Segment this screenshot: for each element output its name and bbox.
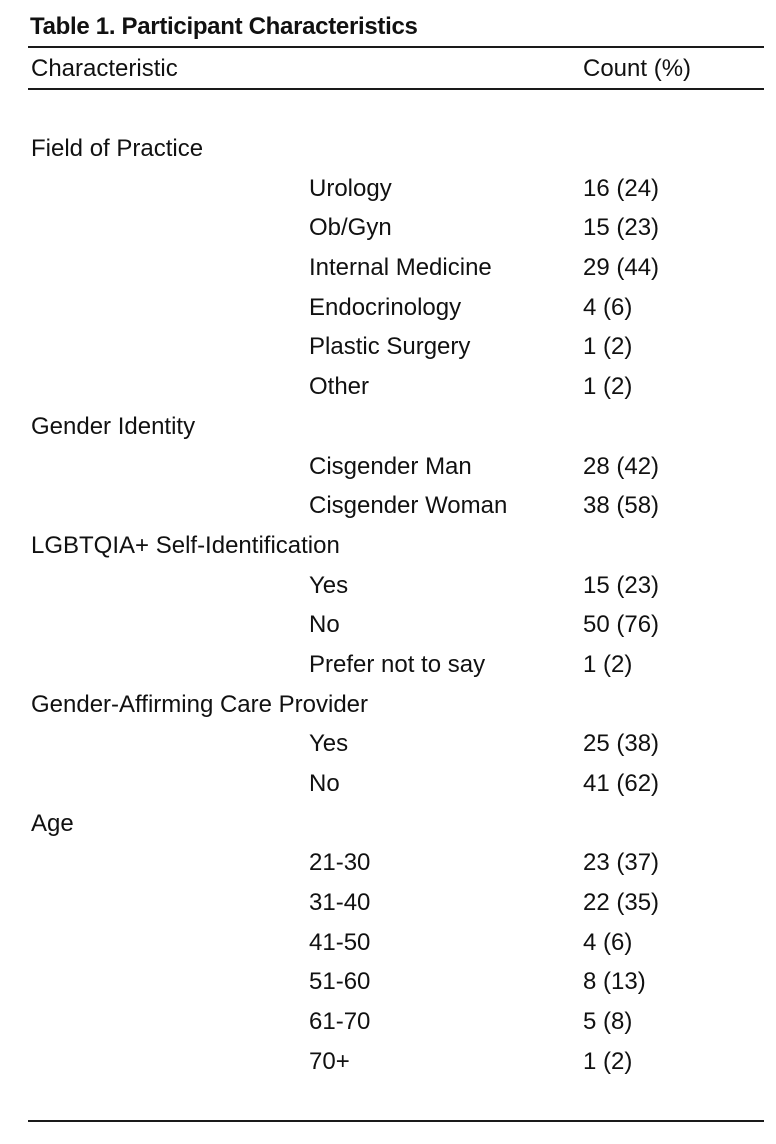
item-label: 70+ [309, 1047, 350, 1075]
table-row [0, 290, 776, 330]
table-row [0, 766, 776, 806]
table-row [0, 449, 776, 489]
item-label: 61-70 [309, 1008, 371, 1036]
item-count: 4 (6) [583, 293, 633, 321]
table-row [0, 369, 776, 409]
item-count: 15 (23) [583, 214, 660, 242]
header-characteristic: Characteristic [31, 55, 178, 82]
item-count: 23 (37) [583, 849, 660, 877]
item-count: 16 (24) [583, 174, 660, 202]
item-label: Other [309, 373, 370, 401]
header-count: Count (%) [583, 55, 692, 82]
bottom-rule [28, 1120, 764, 1122]
item-label: 41-50 [309, 928, 371, 956]
item-count: 22 (35) [583, 889, 660, 917]
item-count: 1 (2) [583, 373, 633, 401]
table-row [0, 568, 776, 608]
section-label: Gender-Affirming Care Provider [31, 690, 369, 718]
item-label: Ob/Gyn [309, 214, 392, 242]
item-count: 29 (44) [583, 254, 660, 282]
table-row [0, 845, 776, 885]
table-row [0, 726, 776, 766]
item-label: Yes [309, 571, 349, 599]
item-count: 1 (2) [583, 1047, 633, 1075]
item-count: 15 (23) [583, 571, 660, 599]
item-label: Cisgender Woman [309, 492, 508, 520]
item-label: 31-40 [309, 889, 371, 917]
item-count: 41 (62) [583, 770, 660, 797]
section-label: Field of Practice [31, 135, 204, 162]
item-count: 8 (13) [583, 968, 646, 996]
item-count: 1 (2) [583, 650, 633, 678]
table-title: Table 1. Participant Characteristics [30, 13, 418, 40]
item-label: Internal Medicine [309, 254, 492, 282]
top-rule [28, 46, 764, 48]
item-count: 38 (58) [583, 492, 660, 520]
item-label: Yes [309, 730, 349, 758]
section-row [0, 806, 776, 846]
table-row [0, 607, 776, 647]
table-body [0, 131, 776, 1084]
section-label: Gender Identity [31, 412, 196, 440]
table-row [0, 964, 776, 1004]
item-count: 25 (38) [583, 730, 660, 758]
section-row [0, 528, 776, 568]
item-count: 50 (76) [583, 611, 660, 639]
section-label: Age [31, 809, 74, 837]
section-label: LGBTQIA+ Self-Identification [31, 531, 340, 559]
section-row [0, 409, 776, 449]
table-row [0, 1044, 776, 1084]
section-row [0, 687, 776, 727]
item-count: 4 (6) [583, 928, 633, 956]
table-row [0, 1004, 776, 1044]
item-label: Cisgender Man [309, 452, 472, 480]
header-rule [28, 88, 764, 90]
table-row [0, 210, 776, 250]
table-row [0, 647, 776, 687]
item-count: 5 (8) [583, 1008, 633, 1036]
table-row [0, 171, 776, 211]
table-row [0, 250, 776, 290]
item-label: 21-30 [309, 849, 371, 877]
item-label: No [309, 770, 340, 797]
item-label: Urology [309, 174, 392, 202]
table-row [0, 488, 776, 528]
table-row [0, 329, 776, 369]
table-row [0, 925, 776, 965]
item-label: Plastic Surgery [309, 333, 471, 361]
table-row [0, 885, 776, 925]
item-label: No [309, 611, 340, 639]
item-label: 51-60 [309, 968, 371, 996]
item-label: Endocrinology [309, 293, 462, 321]
item-count: 28 (42) [583, 452, 660, 480]
item-label: Prefer not to say [309, 650, 486, 678]
section-row [0, 131, 776, 171]
item-count: 1 (2) [583, 333, 633, 361]
